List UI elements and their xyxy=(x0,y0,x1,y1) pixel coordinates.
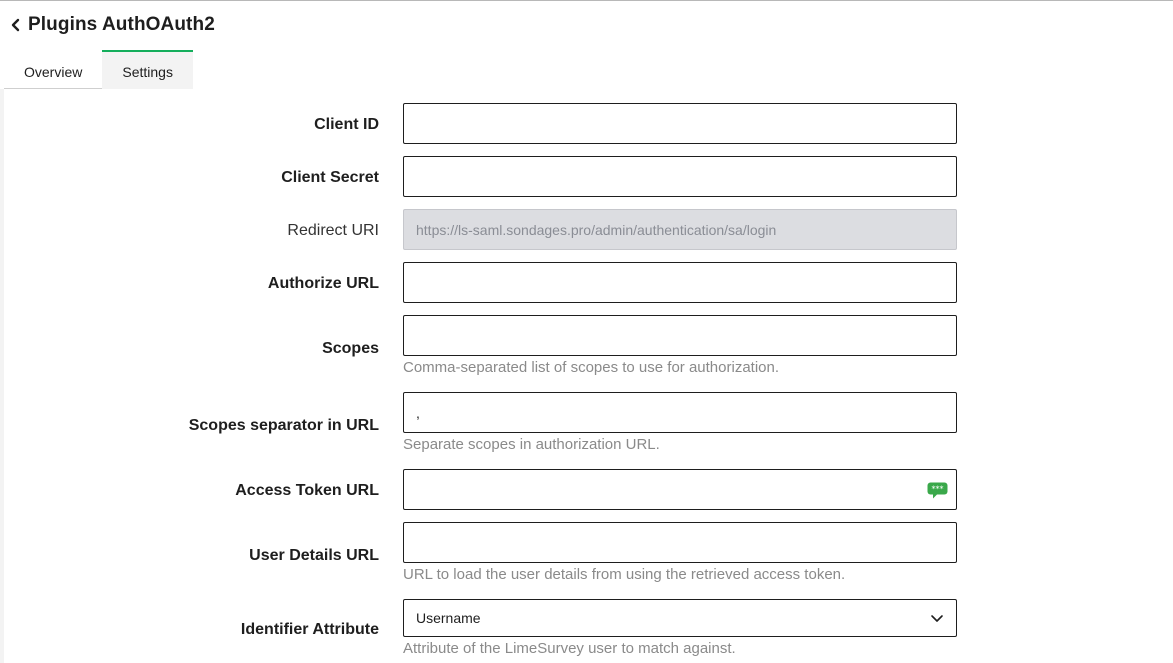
user-details-url-label: User Details URL xyxy=(249,547,379,564)
scopes-separator-help: Separate scopes in authorization URL. xyxy=(403,436,660,453)
redirect-uri-input: https://ls-saml.sondages.pro/admin/authentication/sa/login xyxy=(403,209,957,250)
scopes-help: Comma-separated list of scopes to use for authorization. xyxy=(403,359,780,376)
identifier-attribute-value: Username xyxy=(416,610,481,626)
settings-panel xyxy=(4,89,1173,663)
user-details-url-help: URL to load the user details from using the retrieved access token. xyxy=(403,566,846,583)
authorize-url-label: Authorize URL xyxy=(267,275,379,292)
page-header xyxy=(0,1,1173,89)
authorize-url-input[interactable] xyxy=(403,262,957,303)
password-manager-icon[interactable] xyxy=(927,482,948,499)
page-title xyxy=(10,14,215,36)
scopes-separator-label: Scopes separator in URL xyxy=(188,417,379,434)
tab-bar xyxy=(4,50,193,90)
identifier-attribute-select[interactable] xyxy=(403,599,957,637)
scopes-input[interactable] xyxy=(403,315,957,356)
client-id-label: Client ID xyxy=(314,116,379,133)
client-id-input[interactable] xyxy=(403,103,957,144)
svg-text:***: *** xyxy=(931,484,944,494)
access-token-url-label: Access Token URL xyxy=(235,482,379,499)
client-secret-input[interactable] xyxy=(403,156,957,197)
chevron-down-icon xyxy=(930,613,944,623)
redirect-uri-label: Redirect URI xyxy=(287,222,379,239)
tab-settings[interactable]: Settings xyxy=(102,50,193,90)
access-token-url-input[interactable] xyxy=(403,469,957,510)
page-title-text: Plugins AuthOAuth2 xyxy=(28,14,215,35)
identifier-attribute-label: Identifier Attribute xyxy=(240,621,379,638)
scopes-label: Scopes xyxy=(322,340,379,357)
chevron-left-icon[interactable] xyxy=(10,16,22,34)
user-details-url-input[interactable] xyxy=(403,522,957,563)
client-secret-label: Client Secret xyxy=(281,169,379,186)
scopes-separator-input[interactable]: , xyxy=(403,392,957,433)
tab-overview[interactable]: Overview xyxy=(4,50,102,90)
identifier-attribute-help: Attribute of the LimeSurvey user to match against. xyxy=(403,640,736,657)
